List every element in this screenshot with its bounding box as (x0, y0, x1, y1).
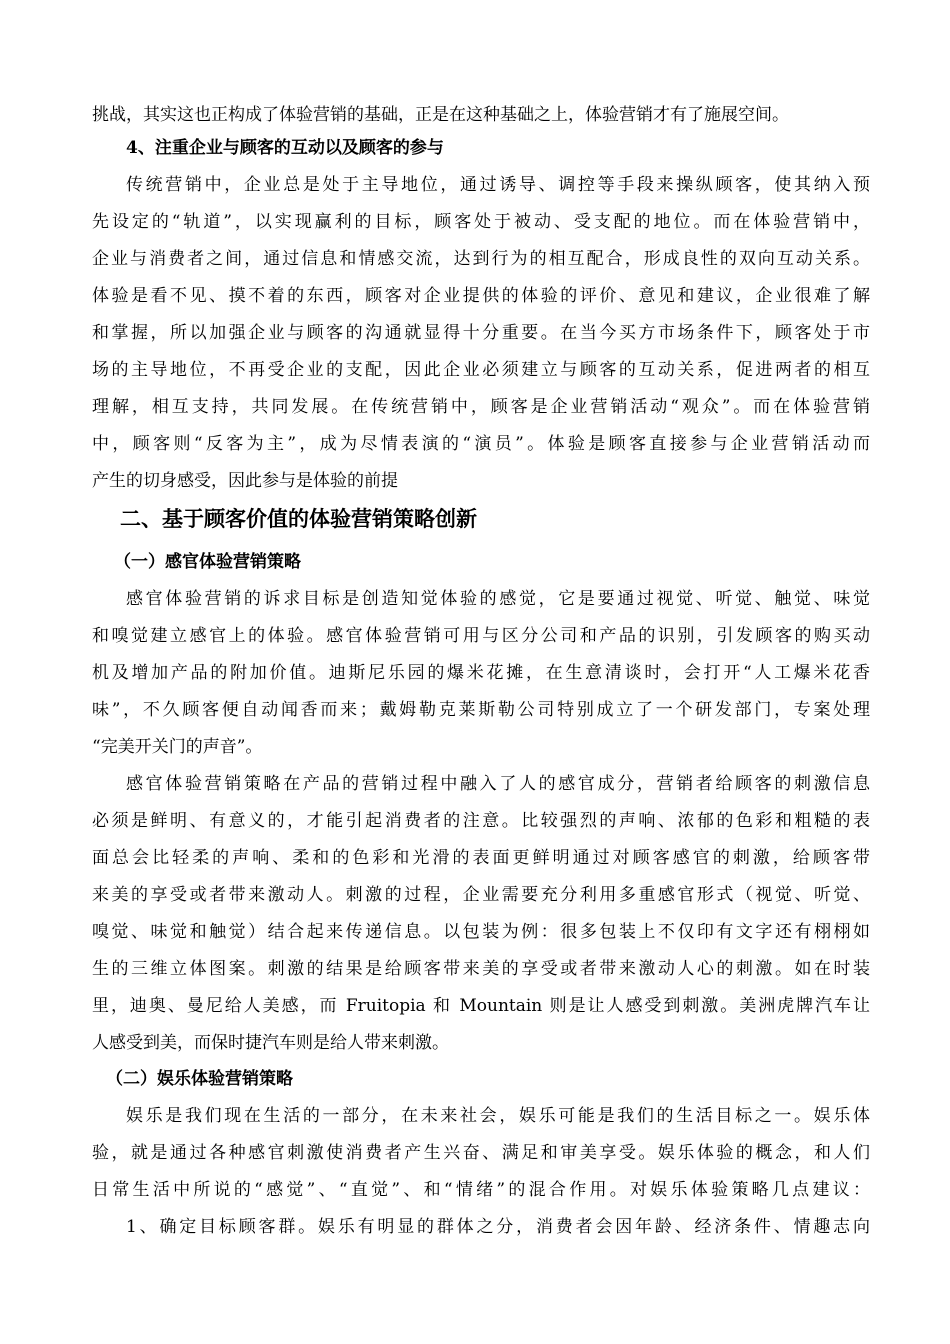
subsection-heading: （二）娱乐体验营销策略 (106, 1069, 293, 1089)
paragraph-line: 中，顾客则“反客为主”，成为尽情表演的“演员”。体验是顾客直接参与企业营销活动而 (92, 434, 870, 454)
paragraph-line: 挑战，其实这也正构成了体验营销的基础，正是在这种基础之上，体验营销才有了施展空间。 (92, 105, 789, 125)
paragraph-line: 感官体验营销的诉求目标是创造知觉体验的感觉，它是要通过视觉、听觉、触觉、味觉 (126, 589, 870, 609)
paragraph-line: 里，迪奥、曼尼给人美感，而 Fruitopia 和 Mountain 则是让人感受到刺激。美洲虎牌汽车让 (92, 996, 870, 1016)
paragraph-line: 味”，不久顾客便自动闻香而来；戴姆勒克莱斯勒公司特别成立了一个研发部门，专案处理 (92, 700, 870, 720)
paragraph-line: 理解，相互支持，共同发展。在传统营销中，顾客是企业营销活动“观众”。而在体验营销 (92, 397, 870, 417)
paragraph-line: 和嗅觉建立感官上的体验。感官体验营销可用与区分公司和产品的识别，引发顾客的购买动 (92, 626, 870, 646)
paragraph-line: 先设定的“轨道”，以实现赢利的目标，顾客处于被动、受支配的地位。而在体验营销中， (92, 212, 870, 232)
paragraph-line: 机及增加产品的附加价值。迪斯尼乐园的爆米花摊，在生意清谈时，会打开“人工爆米花香 (92, 663, 870, 683)
paragraph-line: 验，就是通过各种感官刺激使消费者产生兴奋、满足和审美享受。娱乐体验的概念，和人们 (92, 1143, 870, 1163)
paragraph-line: 感官体验营销策略在产品的营销过程中融入了人的感官成分，营销者给顾客的刺激信息 (126, 774, 870, 794)
paragraph-line: 传统营销中，企业总是处于主导地位，通过诱导、调控等手段来操纵顾客，使其纳入预 (126, 175, 870, 195)
paragraph-line: 场的主导地位，不再受企业的支配，因此企业必须建立与顾客的互动关系，促进两者的相互 (92, 360, 870, 380)
section-heading: 4、注重企业与顾客的互动以及顾客的参与 (126, 138, 444, 158)
paragraph-line: 企业与消费者之间，通过信息和情感交流，达到行为的相互配合，形成良性的双向互动关系。 (92, 249, 870, 269)
paragraph-line: 1、确定目标顾客群。娱乐有明显的群体之分，消费者会因年龄、经济条件、情趣志向 (126, 1217, 870, 1237)
paragraph-line: 来美的享受或者带来激动人。刺激的过程，企业需要充分利用多重感官形式（视觉、听觉、 (92, 885, 870, 905)
paragraph-line: 娱乐是我们现在生活的一部分，在未来社会，娱乐可能是我们的生活目标之一。娱乐体 (126, 1106, 870, 1126)
chapter-heading: 二、基于顾客价值的体验营销策略创新 (120, 506, 477, 531)
paragraph-line: 面总会比轻柔的声响、柔和的色彩和光滑的表面更鲜明通过对顾客感官的刺激，给顾客带 (92, 848, 870, 868)
subsection-heading: （一）感官体验营销策略 (114, 552, 301, 572)
paragraph-line: 嗅觉、味觉和触觉）结合起来传递信息。以包装为例：很多包装上不仅印有文字还有栩栩如 (92, 922, 870, 942)
paragraph-line: 和掌握，所以加强企业与顾客的沟通就显得十分重要。在当今买方市场条件下，顾客处于市 (92, 323, 870, 343)
paragraph-line: 必须是鲜明、有意义的，才能引起消费者的注意。比较强烈的声响、浓郁的色彩和粗糙的表 (92, 811, 870, 831)
paragraph-line: 体验是看不见、摸不着的东西，顾客对企业提供的体验的评价、意见和建议，企业很难了解 (92, 286, 870, 306)
paragraph-line: 产生的切身感受，因此参与是体验的前提 (92, 471, 398, 491)
paragraph-line: “完美开关门的声音”。 (92, 737, 263, 757)
paragraph-line: 日常生活中所说的“感觉”、“直觉”、和“情绪”的混合作用。对娱乐体验策略几点建议： (92, 1180, 870, 1200)
paragraph-line: 生的三维立体图案。刺激的结果是给顾客带来美的享受或者带来激动人心的刺激。如在时装 (92, 959, 870, 979)
paragraph-line: 人感受到美，而保时捷汽车则是给人带来刺激。 (92, 1033, 449, 1053)
